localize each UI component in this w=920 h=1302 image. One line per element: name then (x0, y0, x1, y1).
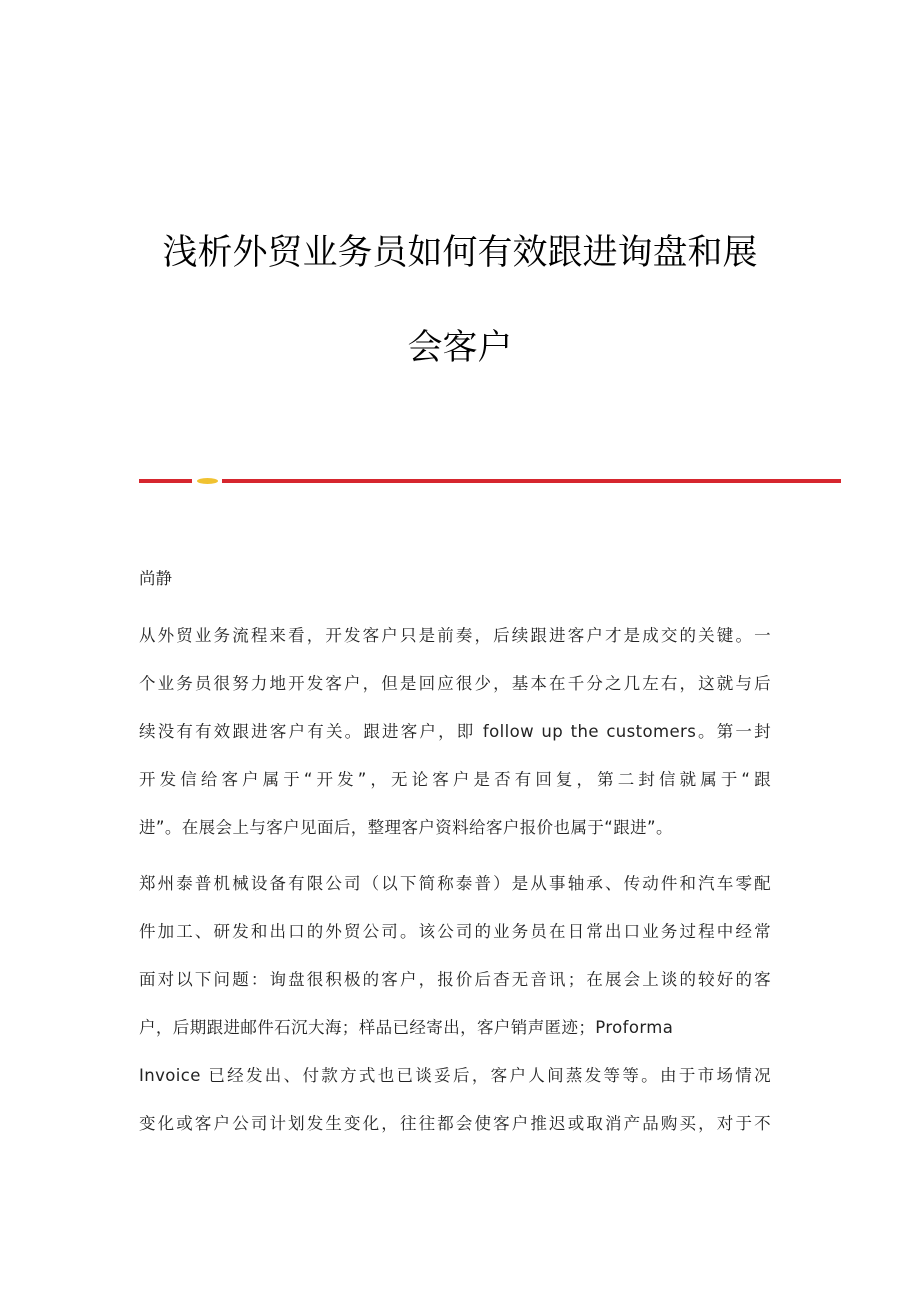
author-name: 尚静 (139, 569, 172, 588)
paragraph-2 (139, 872, 771, 1160)
paragraph-line: Invoice 已经发出、付款方式也已谈妥后，客户人间蒸发等等。由于市场情况 (139, 1066, 771, 1085)
title-line-2: 会客户 (407, 328, 513, 368)
paragraph-line: 件加工、研发和出口的外贸公司。该公司的业务员在日常出口业务过程中经常 (139, 922, 771, 941)
separator-bar-right (222, 479, 841, 483)
document-title (139, 206, 781, 396)
paragraph-line: 从外贸业务流程来看，开发客户只是前奏，后续跟进客户才是成交的关键。一 (139, 626, 771, 645)
paragraph-1 (139, 624, 771, 864)
paragraph-line: 郑州泰普机械设备有限公司（以下简称泰普）是从事轴承、传动件和汽车零配 (139, 874, 771, 893)
separator-bar-left (139, 479, 192, 483)
title-line-1: 浅析外贸业务员如何有效跟进询盘和展 (162, 233, 758, 273)
paragraph-line: 开发信给客户属于“开发”，无论客户是否有回复，第二封信就属于“跟 (139, 770, 771, 789)
paragraph-line: 个业务员很努力地开发客户，但是回应很少，基本在千分之几左右，这就与后 (139, 674, 771, 693)
separator-ornament-icon (197, 478, 218, 484)
paragraph-line: 户，后期跟进邮件石沉大海；样品已经寄出，客户销声匿迹；Proforma (139, 1018, 674, 1037)
paragraph-line: 面对以下问题：询盘很积极的客户，报价后杳无音讯；在展会上谈的较好的客 (139, 970, 771, 989)
paragraph-line: 续没有有效跟进客户有关。跟进客户，即 follow up the customers。第一封 (139, 722, 771, 741)
paragraph-line: 进”。在展会上与客户见面后，整理客户资料给客户报价也属于“跟进”。 (139, 818, 673, 837)
title-separator (139, 478, 841, 484)
paragraph-line: 变化或客户公司计划发生变化，往往都会使客户推迟或取消产品购买，对于不 (139, 1114, 771, 1133)
